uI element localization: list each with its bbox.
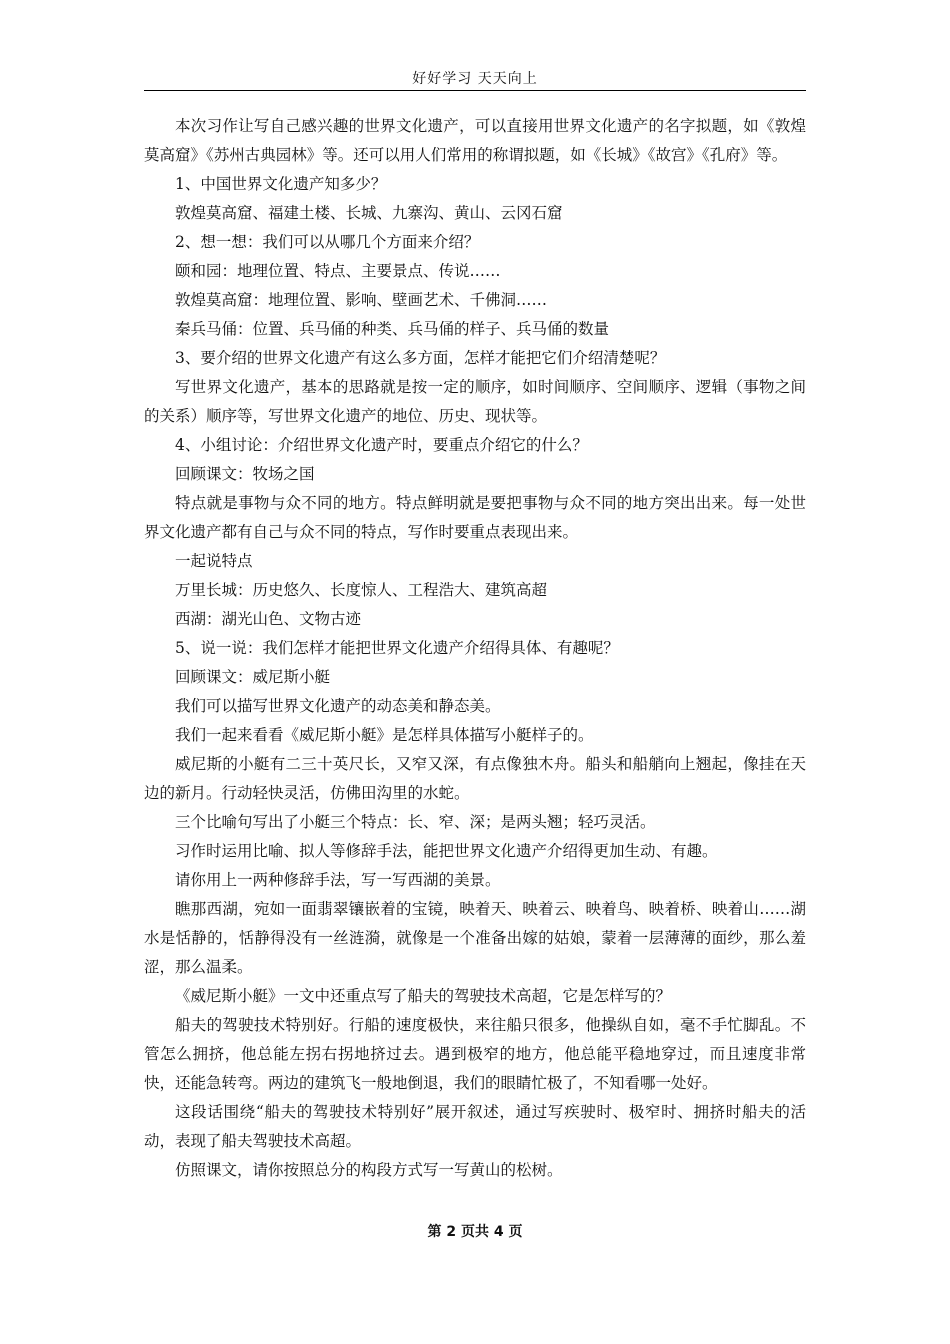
paragraph: 船夫的驾驶技术特别好。行船的速度极快，来往船只很多，他操纵自如，毫不手忙脚乱。不管怎么拥挤，他总能左拐右拐地挤过去。遇到极窄的地方，他总能平稳地穿过，而且速度非常快，还能急转弯。两边的建筑飞一般地倒退，我们的眼睛忙极了，不知看哪一处好。 — [144, 1016, 806, 1092]
paragraph: 特点就是事物与众不同的地方。特点鲜明就是要把事物与众不同的地方突出出来。每一处世界文化遗产都有自己与众不同的特点，写作时要重点表现出来。 — [144, 494, 806, 541]
paragraph: 颐和园：地理位置、特点、主要景点、传说…… — [175, 262, 501, 280]
paragraph: 一起说特点 — [175, 552, 253, 570]
paragraph: 本次习作让写自己感兴趣的世界文化遗产，可以直接用世界文化遗产的名字拟题，如《敦煌莫高窟》《苏州古典园林》等。还可以用人们常用的称谓拟题，如《长城》《故宫》《孔府》等。 — [144, 117, 806, 164]
paragraph: 威尼斯的小艇有二三十英尺长，又窄又深，有点像独木舟。船头和船艄向上翘起，像挂在天边的新月。行动轻快灵活，仿佛田沟里的水蛇。 — [144, 755, 806, 802]
page-header: 好好学习 天天向上 — [412, 71, 538, 87]
paragraph: 我们可以描写世界文化遗产的动态美和静态美。 — [175, 697, 501, 715]
paragraph: 回顾课文：牧场之国 — [175, 465, 315, 483]
paragraph: 仿照课文，请你按照总分的构段方式写一写黄山的松树。 — [175, 1161, 563, 1179]
paragraph: 习作时运用比喻、拟人等修辞手法，能把世界文化遗产介绍得更加生动、有趣。 — [175, 842, 718, 860]
paragraph: 敦煌莫高窟：地理位置、影响、壁画艺术、千佛洞…… — [175, 291, 548, 309]
paragraph: 3、要介绍的世界文化遗产有这么多方面，怎样才能把它们介绍清楚呢？ — [175, 349, 666, 367]
paragraph: 秦兵马俑：位置、兵马俑的种类、兵马俑的样子、兵马俑的数量 — [175, 320, 610, 338]
paragraph: 这段话围绕“船夫的驾驶技术特别好”展开叙述，通过写疾驶时、极窄时、拥挤时船夫的活动，表现了船夫驾驶技术高超。 — [144, 1103, 806, 1150]
paragraph: 5、说一说：我们怎样才能把世界文化遗产介绍得具体、有趣呢？ — [175, 639, 619, 657]
paragraph: 写世界文化遗产，基本的思路就是按一定的顺序，如时间顺序、空间顺序、逻辑（事物之间的关系）顺序等，写世界文化遗产的地位、历史、现状等。 — [144, 378, 806, 425]
paragraph: 万里长城：历史悠久、长度惊人、工程浩大、建筑高超 — [175, 581, 548, 599]
paragraph: 瞧那西湖，宛如一面翡翠镶嵌着的宝镜，映着天、映着云、映着鸟、映着桥、映着山……湖水是恬静的，恬静得没有一丝涟漪，就像是一个准备出嫁的姑娘，蒙着一层薄薄的面纱，那么羞涩，那么温柔。 — [144, 900, 806, 976]
paragraph: 2、想一想：我们可以从哪几个方面来介绍？ — [175, 233, 480, 251]
paragraph: 我们一起来看看《威尼斯小艇》是怎样具体描写小艇样子的。 — [175, 726, 594, 744]
paragraph: 1、中国世界文化遗产知多少？ — [175, 175, 387, 193]
document-body — [144, 112, 806, 1185]
paragraph: 回顾课文：威尼斯小艇 — [175, 668, 331, 686]
page-number: 第 2 页共 4 页 — [427, 1224, 523, 1240]
paragraph: 请你用上一两种修辞手法，写一写西湖的美景。 — [175, 871, 501, 889]
paragraph: 4、小组讨论：介绍世界文化遗产时，要重点介绍它的什么？ — [175, 436, 588, 454]
paragraph: 西湖：湖光山色、文物古迹 — [175, 610, 362, 628]
paragraph: 三个比喻句写出了小艇三个特点：长、窄、深；是两头翘；轻巧灵活。 — [175, 813, 656, 831]
paragraph: 敦煌莫高窟、福建土楼、长城、九寨沟、黄山、云冈石窟 — [175, 204, 563, 222]
paragraph: 《威尼斯小艇》一文中还重点写了船夫的驾驶技术高超，它是怎样写的？ — [175, 987, 672, 1005]
header-divider — [144, 90, 806, 91]
